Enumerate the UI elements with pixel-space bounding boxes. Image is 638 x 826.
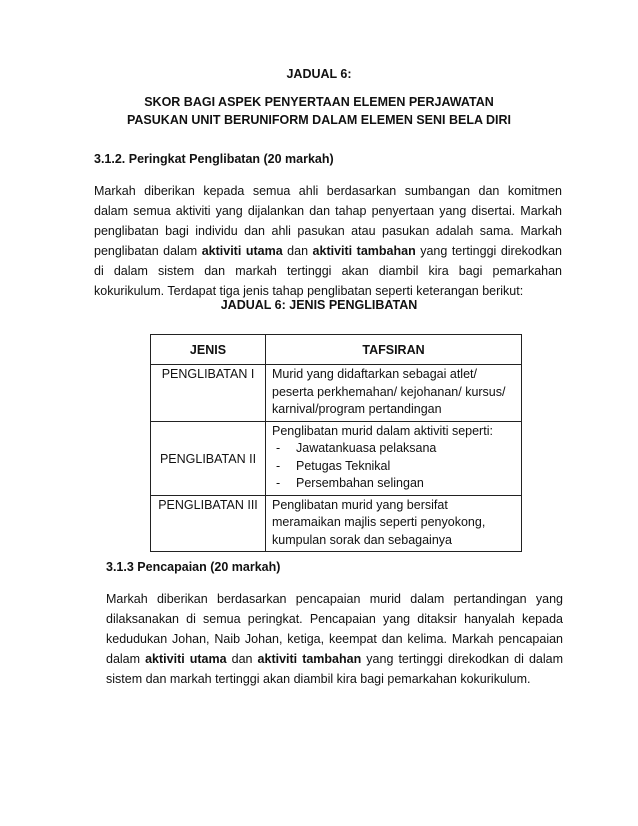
table-row — [151, 421, 522, 495]
text-run: dalam — [106, 652, 146, 666]
dash-bullet: - — [276, 441, 281, 455]
jadual-label: JADUAL 6: — [286, 67, 352, 81]
bold-term-aktiviti-utama: aktiviti utama — [145, 652, 227, 666]
paragraph-line: sistem dan markah tertinggi akan diambil kira bagi pemarkahan kokurikulum. — [106, 672, 531, 686]
cell-tafsiran — [266, 365, 522, 422]
tafsiran-line: Penglibatan murid yang bersifat — [272, 497, 448, 512]
bold-term-aktiviti-utama: aktiviti utama — [201, 244, 283, 258]
tafsiran-line: Murid yang didaftarkan sebagai atlet/ — [272, 367, 477, 381]
table-row — [151, 365, 522, 422]
table-header-row — [151, 335, 522, 365]
paragraph-line: Markah diberikan kepada semua ahli berdasarkan sumbangan dan komitmen — [94, 184, 562, 198]
paragraph-line: dalam semua aktiviti yang dijalankan dan tahap penyertaan yang disertai. Markah — [94, 204, 562, 218]
table-title: JADUAL 6: JENIS PENGLIBATAN — [220, 298, 418, 312]
cell-jenis: PENGLIBATAN III — [151, 495, 266, 552]
tafsiran-line: karnival/program pertandingan — [272, 402, 442, 416]
tafsiran-line: kumpulan sorak dan sebagainya — [272, 532, 452, 547]
paragraph-line: dilaksanakan di semua peringkat. Pencapaian yang ditaksir hanyalah kepada — [106, 612, 563, 626]
paragraph-line: Markah diberikan berdasarkan pencapaian murid dalam pertandingan yang — [106, 592, 563, 606]
bold-term-aktiviti-tambahan: aktiviti tambahan — [257, 652, 362, 666]
bullet-text: Petugas Teknikal — [296, 458, 391, 473]
bullet-item — [272, 475, 515, 493]
paragraph-pencapaian — [106, 589, 563, 689]
bullet-text: Jawatankuasa pelaksana — [296, 441, 437, 455]
table-row — [151, 495, 522, 552]
paragraph-penglibatan — [94, 181, 562, 301]
cell-jenis: PENGLIBATAN II — [151, 421, 266, 495]
column-header-jenis: JENIS — [151, 335, 266, 365]
paragraph-line: kokurikulum. Terdapat tiga jenis tahap penglibatan seperti keterangan berikut: — [94, 284, 524, 298]
paragraph-line: di dalam sistem dan markah tertinggi akan diambil kira bagi pemarkahan — [94, 264, 562, 278]
penglibatan-table — [150, 334, 522, 552]
paragraph-line: kedudukan Johan, Naib Johan, ketiga, keempat dan kelima. Markah pencapaian — [106, 632, 563, 646]
section-heading-penglibatan: 3.1.2. Peringkat Penglibatan (20 markah) — [94, 152, 334, 166]
dash-bullet: - — [276, 458, 281, 473]
bullet-item — [272, 458, 515, 476]
cell-jenis: PENGLIBATAN I — [151, 365, 266, 422]
text-run: dan — [282, 244, 313, 258]
tafsiran-line: peserta perkhemahan/ kejohanan/ kursus/ — [272, 384, 506, 399]
text-run: yang tertinggi direkodkan di dalam — [361, 652, 563, 666]
cell-tafsiran — [266, 495, 522, 552]
bullet-text: Persembahan selingan — [296, 476, 424, 490]
bullet-item — [272, 440, 515, 458]
tafsiran-line: meramaikan majlis seperti penyokong, — [272, 515, 486, 529]
document-title-line-1: SKOR BAGI ASPEK PENYERTAAN ELEMEN PERJAWATAN — [144, 95, 494, 109]
text-run: penglibatan dalam — [94, 244, 202, 258]
column-header-tafsiran: TAFSIRAN — [266, 335, 522, 365]
paragraph-line: penglibatan bagi individu dan ahli pasukan atau pasukan adalah sama. Markah — [94, 224, 562, 238]
paragraph-line — [94, 241, 562, 261]
cell-tafsiran — [266, 421, 522, 495]
tafsiran-line: Penglibatan murid dalam aktiviti seperti: — [272, 423, 493, 438]
bold-term-aktiviti-tambahan: aktiviti tambahan — [312, 244, 416, 258]
text-run: yang tertinggi direkodkan — [415, 244, 562, 258]
dash-bullet: - — [276, 476, 281, 490]
section-heading-pencapaian: 3.1.3 Pencapaian (20 markah) — [106, 560, 281, 574]
paragraph-line — [106, 649, 563, 669]
text-run: dan — [226, 652, 258, 666]
document-title-line-2: PASUKAN UNIT BERUNIFORM DALAM ELEMEN SENI BELA DIRI — [126, 113, 512, 127]
